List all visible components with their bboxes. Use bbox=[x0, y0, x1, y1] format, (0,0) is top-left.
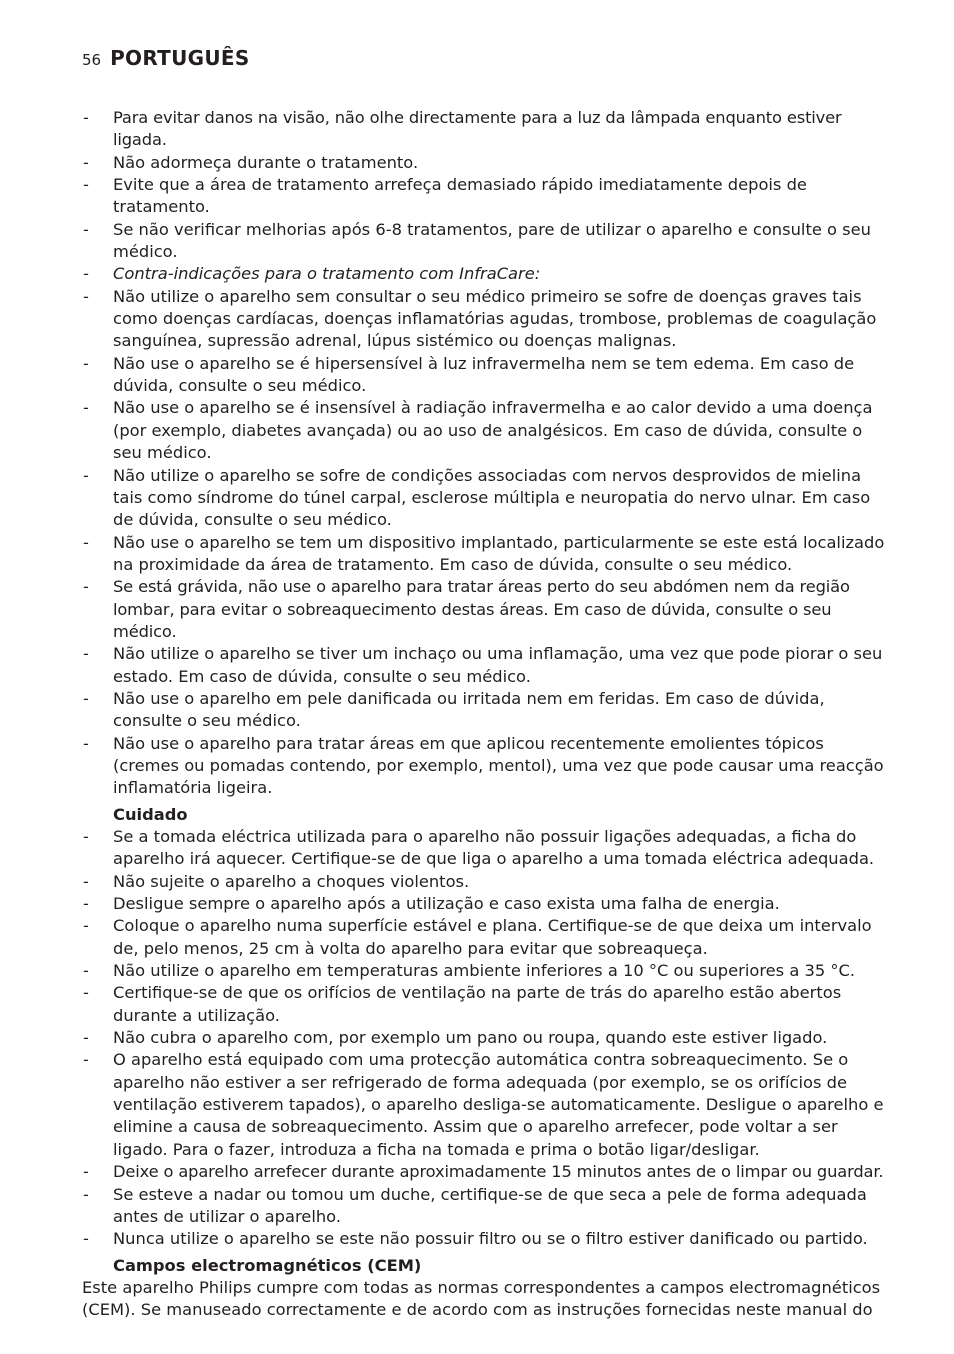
page-language-title: PORTUGUÊS bbox=[110, 46, 250, 70]
warnings-list bbox=[82, 107, 890, 800]
emf-heading: Campos electromagnéticos (CEM) bbox=[113, 1255, 422, 1275]
list-item: - Se está grávida, não use o aparelho para tratar áreas perto do seu abdómen nem da região lombar, para evitar o sobreaquecimento destas áreas. Em caso de dúvida, consulte o seu médico. bbox=[82, 576, 890, 643]
list-item: - Não use o aparelho para tratar áreas em que aplicou recentemente emolientes tópicos (cremes ou pomadas contendo, por exemplo, mentol), uma vez que pode causar uma reacção inflamatória ligeira. bbox=[82, 733, 890, 800]
page-header bbox=[82, 46, 250, 70]
list-item: - Se não verificar melhorias após 6-8 tratamentos, pare de utilizar o aparelho e consulte o seu médico. bbox=[82, 219, 890, 264]
list-item: - Não use o aparelho se tem um dispositivo implantado, particularmente se este está localizado na proximidade da área de tratamento. Em caso de dúvida, consulte o seu médico. bbox=[82, 532, 890, 577]
list-item: - Evite que a área de tratamento arrefeça demasiado rápido imediatamente depois de tratamento. bbox=[82, 174, 890, 219]
list-item: - Não sujeite o aparelho a choques violentos. bbox=[82, 871, 890, 893]
list-item: - Não utilize o aparelho se sofre de condições associadas com nervos desprovidos de mielina tais como síndrome do túnel carpal, esclerose múltipla e neuropatia do nervo ulnar. Em caso de dúvida, consulte o seu médico. bbox=[82, 465, 890, 532]
list-item: - Não utilize o aparelho em temperaturas ambiente inferiores a 10 °C ou superiores a 35 °C. bbox=[82, 960, 890, 982]
list-item: - Não adormeça durante o tratamento. bbox=[82, 152, 890, 174]
list-item: - Nunca utilize o aparelho se este não possuir filtro ou se o filtro estiver danificado ou partido. bbox=[82, 1228, 890, 1250]
caution-heading: Cuidado bbox=[113, 804, 188, 824]
list-item: - Certifique-se de que os orifícios de ventilação na parte de trás do aparelho estão abertos durante a utilização. bbox=[82, 982, 890, 1027]
list-item: - Não cubra o aparelho com, por exemplo um pano ou roupa, quando este estiver ligado. bbox=[82, 1027, 890, 1049]
contraindications-heading: - Contra-indicações para o tratamento com InfraCare: bbox=[82, 263, 890, 285]
list-item: - Não use o aparelho em pele danificada ou irritada nem em feridas. Em caso de dúvida, consulte o seu médico. bbox=[82, 688, 890, 733]
list-item: - Desligue sempre o aparelho após a utilização e caso exista uma falha de energia. bbox=[82, 893, 890, 915]
list-item: - Não use o aparelho se é hipersensível à luz infravermelha nem se tem edema. Em caso de dúvida, consulte o seu médico. bbox=[82, 353, 890, 398]
emf-paragraph: Este aparelho Philips cumpre com todas as normas correspondentes a campos electromagnéticos (CEM). Se manuseado correctamente e de acordo com as instruções fornecidas neste manual do bbox=[82, 1277, 881, 1320]
list-item: - Deixe o aparelho arrefecer durante aproximadamente 15 minutos antes de o limpar ou guardar. bbox=[82, 1161, 890, 1183]
caution-list bbox=[82, 826, 890, 1251]
list-item: - Não utilize o aparelho sem consultar o seu médico primeiro se sofre de doenças graves tais como doenças cardíacas, doenças inflamatórias agudas, trombose, problemas de coagulação sanguínea, supressão adrenal, lúpus sistémico ou doenças malignas. bbox=[82, 286, 890, 353]
list-item: - O aparelho está equipado com uma protecção automática contra sobreaquecimento. Se o aparelho não estiver a ser refrigerado de forma adequada (por exemplo, se os orifícios de ventilação estiverem tapados), o aparelho desliga-se automaticamente. Desligue o aparelho e elimine a causa de sobreaquecimento. Assim que o aparelho arrefecer, pode voltar a ser ligado. Para o fazer, introduza a ficha na tomada e prima o botão ligar/desligar. bbox=[82, 1049, 890, 1161]
list-item: - Não utilize o aparelho se tiver um inchaço ou uma inflamação, uma vez que pode piorar o seu estado. Em caso de dúvida, consulte o seu médico. bbox=[82, 643, 890, 688]
list-item: - Para evitar danos na visão, não olhe directamente para a luz da lâmpada enquanto estiver ligada. bbox=[82, 107, 890, 152]
page-number: 56 bbox=[82, 51, 102, 69]
list-item: - Se esteve a nadar ou tomou um duche, certifique-se de que seca a pele de forma adequada antes de utilizar o aparelho. bbox=[82, 1184, 890, 1229]
list-item: - Não use o aparelho se é insensível à radiação infravermelha e ao calor devido a uma doença (por exemplo, diabetes avançada) ou ao uso de analgésicos. Em caso de dúvida, consulte o seu médico. bbox=[82, 397, 890, 464]
page-content bbox=[82, 107, 890, 1322]
list-item: - Coloque o aparelho numa superfície estável e plana. Certifique-se de que deixa um intervalo de, pelo menos, 25 cm à volta do aparelho para evitar que sobreaqueça. bbox=[82, 915, 890, 960]
list-item: - Se a tomada eléctrica utilizada para o aparelho não possuir ligações adequadas, a ficha do aparelho irá aquecer. Certifique-se de que liga o aparelho a uma tomada eléctrica adequada. bbox=[82, 826, 890, 871]
